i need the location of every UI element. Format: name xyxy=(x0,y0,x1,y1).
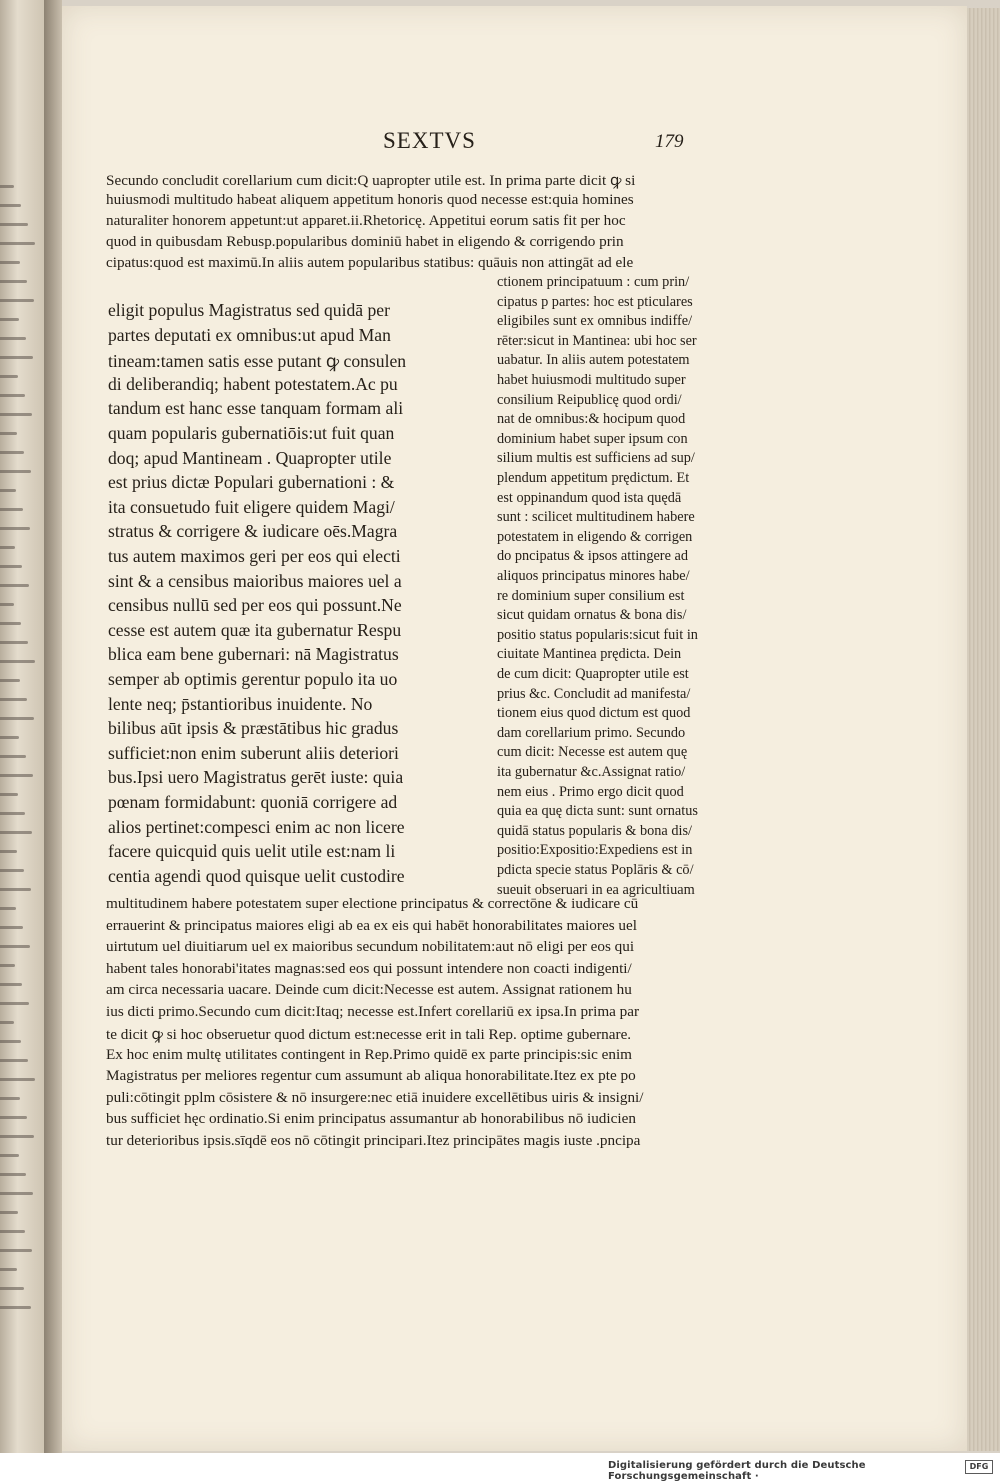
facing-page-text-mark xyxy=(0,793,18,796)
bottom-line: bus sufficiet hęc ordinatio.Si enim principatus assumantur ab honorabilibus nō iudicien xyxy=(106,1110,636,1127)
facing-page-text-mark xyxy=(0,508,23,511)
facing-page-text-mark xyxy=(0,375,18,378)
left-line: partes deputati ex omnibus:ut apud Man xyxy=(108,324,391,345)
right-line: positio:Expositio:Expediens est in xyxy=(497,842,693,859)
left-line: censibus nullū sed per eos qui possunt.Ne xyxy=(108,595,402,616)
left-line: sufficiet:non enim suberunt aliis deteriori xyxy=(108,742,399,763)
right-line: habet huiusmodi multitudo super xyxy=(497,372,686,388)
page-number: 179 xyxy=(655,131,684,152)
facing-page-text-mark xyxy=(0,1154,19,1157)
facing-page-text-mark xyxy=(0,603,14,606)
right-line: rēter:sicut in Mantinea: ubi hoc ser xyxy=(497,332,697,349)
facing-page-text-mark xyxy=(0,185,14,188)
facing-page-text-mark xyxy=(0,831,32,834)
footer-bar xyxy=(0,1453,1000,1482)
funding-credit: Digitalisierung gefördert durch die Deutsche Forschungsgemeinschaft · xyxy=(608,1460,866,1482)
facing-page-text-mark xyxy=(0,299,34,302)
facing-page-text-mark xyxy=(0,204,21,207)
facing-page-text-mark xyxy=(0,850,17,853)
facing-page-text-mark xyxy=(0,337,26,340)
left-line: di deliberandiq; habent potestatem.Ac pu xyxy=(108,373,398,394)
facing-page-text-mark xyxy=(0,318,19,321)
right-line: aliquos principatus minores habe/ xyxy=(497,568,690,584)
left-line: lente neq; p̄stantioribus inuidente. No xyxy=(108,693,373,714)
right-line: silium multis est sufficiens ad sup/ xyxy=(497,450,695,467)
left-line: tus autem maximos geri per eos qui electi xyxy=(108,546,401,566)
facing-page-text-mark xyxy=(0,527,30,530)
facing-page-text-mark xyxy=(0,641,28,644)
facing-page-text-mark xyxy=(0,983,22,986)
right-line: prius &c. Concludit ad manifesta/ xyxy=(497,685,691,702)
top-line: Secundo concludit corellarium cum dicit:Q uapropter utile est. In prima parte dicit ꝙ si xyxy=(106,172,636,189)
top-line: quod in quibusdam Rebusp.popularibus dominiū habet in eligendo & corrigendo prin xyxy=(106,233,624,250)
right-line: uabatur. In aliis autem potestatem xyxy=(497,352,690,369)
right-line: ciuitate Mantinea prędicta. Dein xyxy=(497,646,682,663)
right-line: potestatem in eligendo & corrigen xyxy=(497,528,693,545)
facing-page-edge xyxy=(0,0,44,1453)
facing-page-text-mark xyxy=(0,812,25,815)
right-line: tionem eius quod dictum est quod xyxy=(497,705,691,722)
left-line: pœnam formidabunt: quoniā corrigere ad xyxy=(108,792,398,812)
facing-page-text-mark xyxy=(0,1268,17,1271)
facing-page-text-mark xyxy=(0,451,24,454)
dfg-logo: DFG xyxy=(965,1460,993,1474)
book-gutter xyxy=(44,0,62,1453)
bottom-line: te dicit ꝙ si hoc obseruetur quod dictum est:necesse erit in tali Rep. optime gubernare. xyxy=(106,1026,632,1043)
facing-page-text-mark xyxy=(0,413,32,416)
facing-page-text-mark xyxy=(0,1021,14,1024)
facing-page-text-mark xyxy=(0,1230,25,1233)
right-line: ita gubernatur &c.Assignat ratio/ xyxy=(497,764,686,780)
left-line: tandum est hanc esse tanquam formam ali xyxy=(108,398,404,419)
facing-page-text-mark xyxy=(0,717,34,720)
facing-page-text-mark xyxy=(0,755,26,758)
bottom-line: am circa necessaria uacare. Deinde cum dicit:Necesse est autem. Assignat rationem hu xyxy=(106,981,632,998)
left-line: cesse est autem quæ ita gubernatur Respu xyxy=(108,619,402,640)
left-line: bus.Ipsi uero Magistratus gerēt iuste: quia xyxy=(108,767,404,788)
top-line: cipatus:quod est maximū.In aliis autem popularibus statibus: quāuis non attingāt ad ele xyxy=(106,254,634,271)
right-line: re dominium super consilium est xyxy=(497,587,685,604)
left-line: blica eam bene gubernari: nā Magistratus xyxy=(108,644,399,665)
facing-page-text-mark xyxy=(0,489,16,492)
facing-page-text-mark xyxy=(0,945,30,948)
right-line: sunt : scilicet multitudinem habere xyxy=(497,509,695,526)
left-line: ita consuetudo fuit eligere quidem Magi/ xyxy=(108,496,395,517)
right-line: cum dicit: Necesse est autem quę xyxy=(497,744,688,761)
facing-page-text-mark xyxy=(0,223,28,226)
facing-page-text-mark xyxy=(0,1173,26,1176)
facing-page-text-mark xyxy=(0,660,35,663)
facing-page-text-mark xyxy=(0,1192,33,1195)
facing-page-text-mark xyxy=(0,774,33,777)
facing-page-text-mark xyxy=(0,1078,35,1081)
facing-page-text-mark xyxy=(0,1211,18,1214)
bottom-line: multitudinem habere potestatem super electione principatus & correctōne & iudicare cū xyxy=(106,895,639,912)
right-line: plendum appetitum prędictum. Et xyxy=(497,470,690,486)
right-line: quidā status popularis & bona dis/ xyxy=(497,822,692,839)
left-line: centia agendi quod quisque uelit custodire xyxy=(108,865,405,886)
facing-page-text-mark xyxy=(0,1002,29,1005)
facing-page-text-mark xyxy=(0,698,27,701)
facing-page-text-mark xyxy=(0,394,25,397)
bottom-line: uirtutum uel diuitiarum uel ex maioribus secundum nobilitatem:aut nō eligi per eos qui xyxy=(106,938,635,955)
bottom-line: Magistratus per meliores regentur cum assumunt ab aliqua honorabilitate.Itez ex pte po xyxy=(106,1067,636,1084)
bottom-line: habent tales honorabi'itates magnas:sed eos qui possunt intendere non coacti indigenti/ xyxy=(106,959,632,977)
right-line: consilium Reipublicę quod ordi/ xyxy=(497,391,682,408)
right-line: ctionem principatuum : cum prin/ xyxy=(497,274,690,290)
left-line: tineam:tamen satis esse putant ꝙ consulen xyxy=(108,351,407,372)
facing-page-text-mark xyxy=(0,432,17,435)
facing-page-text-mark xyxy=(0,926,23,929)
left-line: facere quicquid quis uelit utile est:nam li xyxy=(108,841,396,862)
page-fore-edge xyxy=(967,8,1000,1451)
facing-page-text-mark xyxy=(0,907,16,910)
right-line: de cum dicit: Quapropter utile est xyxy=(497,666,689,682)
facing-page-text-mark xyxy=(0,1040,21,1043)
right-line: positio status popularis:sicut fuit in xyxy=(497,626,698,643)
right-line: do pncipatus & ipsos attingere ad xyxy=(497,548,688,565)
facing-page-text-mark xyxy=(0,869,24,872)
bottom-line: tur deterioribus ipsis.sīqdē eos nō cōtingit principari.Itez principātes magis iuste .pncipa xyxy=(106,1131,641,1149)
left-line: semper ab optimis gerentur populo ita uo xyxy=(108,669,398,689)
right-line: nat de omnibus:& hocipum quod xyxy=(497,411,686,428)
left-line: sint & a censibus maioribus maiores uel a xyxy=(108,570,402,591)
facing-page-text-mark xyxy=(0,1116,27,1119)
left-line: alios pertinet:compesci enim ac non licere xyxy=(108,816,405,837)
right-line: sueuit obseruari in ea agricultiuam xyxy=(497,881,695,898)
left-line: eligit populus Magistratus sed quidā per xyxy=(108,300,390,320)
facing-page-text-mark xyxy=(0,1059,28,1062)
facing-page-text-mark xyxy=(0,964,15,967)
bottom-line: puli:cōtingit pplm cōsistere & nō insurgere:nec etiā inuidere excellētibus uiris & insigni/ xyxy=(106,1088,644,1106)
facing-page-text-mark xyxy=(0,1287,24,1290)
facing-page-text-mark xyxy=(0,546,15,549)
facing-page-text-mark xyxy=(0,242,35,245)
bottom-line: ius dicti primo.Secundo cum dicit:Itaq; necesse est.Infert corellariū ex ipsa.In prima par xyxy=(106,1002,640,1020)
running-title: SEXTVS xyxy=(383,128,476,153)
facing-page-text-mark xyxy=(0,622,21,625)
left-line: doq; apud Mantineam . Quapropter utile xyxy=(108,447,392,468)
left-line: quam popularis gubernatiōis:ut fuit quan xyxy=(108,423,395,443)
facing-page-text-mark xyxy=(0,888,31,891)
right-line: est oppinandum quod ista quędā xyxy=(497,489,682,506)
facing-page-text-mark xyxy=(0,679,20,682)
facing-page-text-mark xyxy=(0,356,33,359)
top-line: huiusmodi multitudo habeat aliquem appetitum honoris quod necesse est:quia homines xyxy=(106,191,634,208)
left-line: bilibus aūt ipsis & præstātibus hic gradus xyxy=(108,718,399,739)
facing-page-text-mark xyxy=(0,736,19,739)
facing-page-text-mark xyxy=(0,1306,31,1309)
left-line: est prius dictæ Populari gubernationi : & xyxy=(108,472,395,493)
facing-page-text-mark xyxy=(0,584,29,587)
top-line: naturaliter honorem appetunt:ut apparet.ii.Rhetoricę. Appetitui eorum satis fit per hoc xyxy=(106,212,626,229)
left-line: stratus & corrigere & iudicare oēs.Magra xyxy=(108,521,398,542)
right-line: dam corellarium primo. Secundo xyxy=(497,724,686,741)
right-line: cipatus p partes: hoc est pticulares xyxy=(497,293,693,310)
right-line: quia ea quę dicta sunt: sunt ornatus xyxy=(497,803,698,820)
facing-page-text-mark xyxy=(0,1249,32,1252)
right-line: eligibiles sunt ex omnibus indiffe/ xyxy=(497,313,693,330)
right-line: sicut quidam ornatus & bona dis/ xyxy=(497,607,687,624)
facing-page-text-mark xyxy=(0,470,31,473)
right-line: nem eius . Primo ergo dicit quod xyxy=(497,783,684,800)
bottom-line: errauerint & principatus maiores eligi ab ea ex eis qui habēt honorabilitates maiores uel xyxy=(106,916,637,934)
bottom-line: Ex hoc enim multę utilitates contingent in Rep.Primo quidē ex parte principis:sic enim xyxy=(106,1045,632,1063)
facing-page-text-mark xyxy=(0,1097,20,1100)
facing-page-text-mark xyxy=(0,565,22,568)
facing-page-text-mark xyxy=(0,280,27,283)
right-line: pdicta specie status Poplāris & cō/ xyxy=(497,862,694,878)
right-line: dominium habet super ipsum con xyxy=(497,430,688,447)
facing-page-text-mark xyxy=(0,1135,34,1138)
facing-page-text-mark xyxy=(0,261,20,264)
